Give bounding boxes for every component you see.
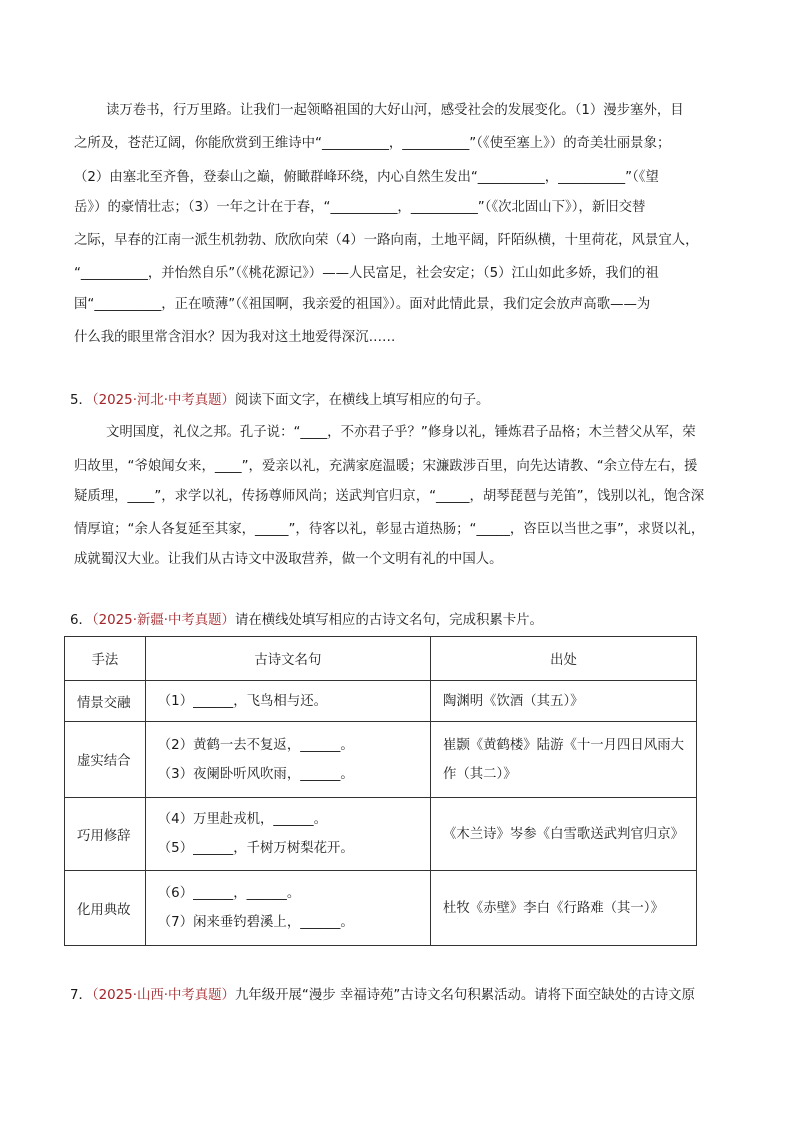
question-number: 6． — [70, 613, 92, 628]
question-prompt: 请在横线处填写相应的古诗文名句，完成积累卡片。 — [234, 613, 543, 628]
passage-line: 之际，早春的江南一派生机勃勃、欣欣向荣（4）一路向南，土地平阔，阡陌纵横，十里荷花，风景宜人， — [74, 233, 699, 248]
question-5-header — [70, 391, 489, 411]
passage-line: 什么我的眼里常含泪水？因为我对这土地爱得深沉…… — [74, 330, 396, 345]
table-row — [65, 722, 697, 798]
lines-cell — [145, 722, 430, 798]
table-row — [65, 681, 697, 722]
passage-line: 岳》）的豪情壮志；（3）一年之计在于春，“__________，__________”（《次北固山下》），新旧交替 — [74, 200, 646, 215]
origin-line: 《木兰诗》岑参《白雪歌送武判官归京》 — [442, 826, 684, 842]
q5-line: 情厚谊；“余人各复延至其家，_____”，待客以礼，彰显古道热肠；“_____，咨臣以当世之事”，求贤以礼， — [74, 522, 705, 537]
poem-line: （7）闲来垂钓碧溪上，______。 — [157, 915, 354, 930]
method-cell: 化用典故 — [65, 871, 146, 946]
origin-line: 崔颢《黄鹤楼》陆游《十一月四日风雨大 — [442, 737, 684, 753]
table-header-row — [65, 637, 697, 681]
origin-line: 陶渊明《饮酒（其五）》 — [442, 693, 584, 709]
table-row — [65, 798, 697, 871]
origin-cell — [430, 798, 696, 871]
question-prompt: 阅读下面文字，在横线上填写相应的句子。 — [234, 393, 490, 408]
accumulation-card-table — [64, 636, 697, 946]
lines-cell — [145, 681, 430, 722]
origin-cell — [430, 681, 696, 722]
method-cell: 巧用修辞 — [65, 798, 146, 871]
lines-cell — [145, 798, 430, 871]
poem-line: （3）夜阑卧听风吹雨，______。 — [157, 766, 354, 782]
question-7-header — [70, 986, 695, 1006]
origin-cell — [430, 871, 696, 946]
q5-line: 成就蜀汉大业。让我们从古诗文中汲取营养，做一个文明有礼的中国人。 — [74, 552, 503, 567]
poem-line: （1）______，飞鸟相与还。 — [157, 693, 327, 709]
origin-cell — [430, 722, 696, 798]
passage-line: 之所及，苍茫辽阔，你能欣赏到王维诗中“__________，__________”（《使至塞上》）的奇美壮丽景象； — [74, 136, 671, 151]
question-source: （2025·新疆·中考真题） — [91, 613, 235, 628]
passage-line: “__________，并怡然自乐”（《桃花源记》）——人民富足，社会安定；（5）江山如此多娇，我们的祖 — [74, 266, 659, 281]
q5-line: 文明国度，礼仪之邦。孔子说：“____，不亦君子乎？”修身以礼，锤炼君子品格；木兰替父从军，荣 — [106, 425, 696, 440]
passage-line: 读万卷书，行万里路。让我们一起领略祖国的大好山河，感受社会的发展变化。（1）漫步塞外，目 — [106, 103, 684, 118]
question-source: （2025·河北·中考真题） — [91, 393, 235, 408]
header-method: 手法 — [65, 637, 146, 681]
question-number: 7． — [70, 988, 92, 1003]
question-prompt: 九年级开展“漫步 幸福诗苑”古诗文名句积累活动。请将下面空缺处的古诗文原 — [234, 988, 695, 1003]
lines-cell — [145, 871, 430, 946]
q5-line: 归故里，“爷娘闻女来，____”，爱亲以礼，充满家庭温暖；宋濂跋涉百里，向先达请教、“余立侍左右，援 — [74, 459, 698, 474]
table-row — [65, 871, 697, 946]
q5-line: 疑质理，____”，求学以礼，传扬尊师风尚；送武判官归京，“_____，胡琴琵琶与羌笛”，饯别以礼，饱含深 — [74, 489, 705, 504]
poem-line: （5）______，千树万树梨花开。 — [157, 841, 354, 856]
origin-line: 作（其二）》 — [442, 766, 517, 782]
method-cell: 情景交融 — [65, 681, 146, 722]
header-origin: 出处 — [430, 637, 696, 681]
passage-line: （2）由塞北至齐鲁，登泰山之巅，俯瞰群峰环绕，内心自然生发出“__________，__________”（《望 — [74, 170, 659, 185]
passage-line: 国“__________，正在喷薄”（《祖国啊，我亲爱的祖国》）。面对此情此景，我们定会放声高歌——为 — [74, 297, 651, 312]
origin-line: 杜牧《赤壁》李白《行路难（其一）》 — [442, 900, 664, 916]
question-number: 5． — [70, 393, 92, 408]
poem-line: （6）______，______。 — [157, 886, 301, 901]
method-cell: 虚实结合 — [65, 722, 146, 798]
poem-line: （4）万里赴戎机，______。 — [157, 812, 327, 827]
question-source: （2025·山西·中考真题） — [91, 988, 235, 1003]
header-lines: 古诗文名句 — [145, 637, 430, 681]
poem-line: （2）黄鹤一去不复返，______。 — [157, 737, 354, 753]
question-6-header — [70, 611, 543, 631]
